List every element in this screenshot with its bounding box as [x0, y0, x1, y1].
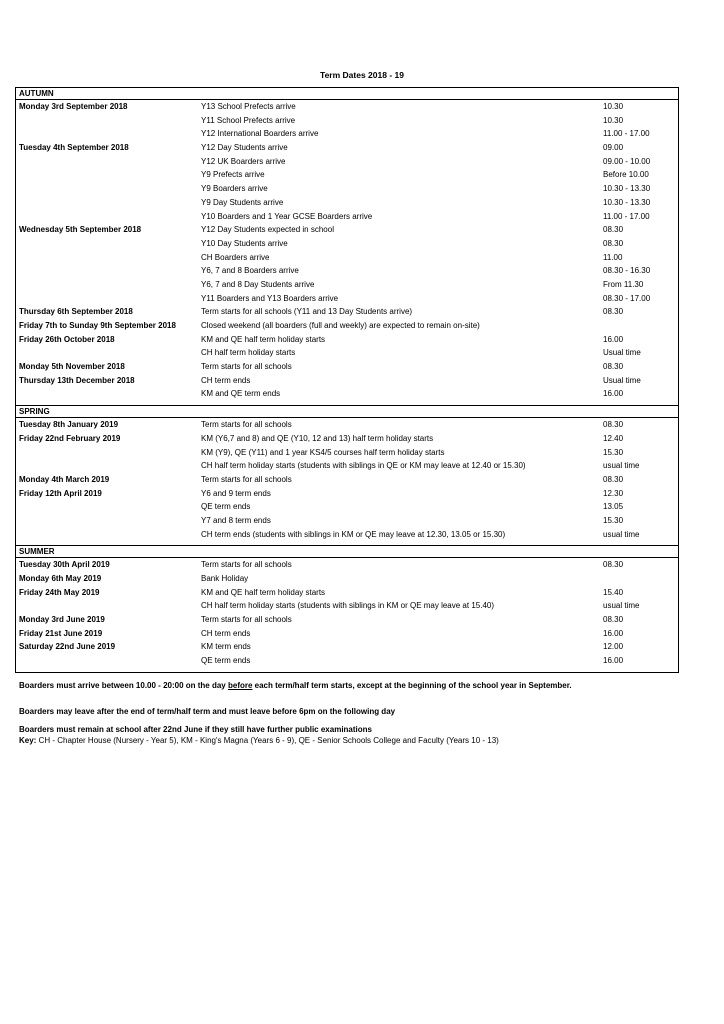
row-event: Y6, 7 and 8 Day Students arrive [201, 279, 315, 289]
remain-note: Boarders must remain at school after 22nd June if they still have further public examinations [19, 725, 372, 734]
table-row [16, 155, 678, 169]
section-heading: SUMMER [16, 546, 678, 558]
row-event: Y12 UK Boarders arrive [201, 156, 286, 166]
table-row [16, 210, 678, 224]
row-event: CH half term holiday starts (students with siblings in QE or KM may leave at 12.40 or 15.30) [201, 461, 526, 471]
row-time: 10.30 - 13.30 [603, 184, 651, 194]
row-date: Friday 7th to Sunday 9th September 2018 [19, 321, 176, 330]
row-date: Friday 22nd February 2019 [19, 433, 121, 443]
row-time: 08.30 [603, 615, 624, 625]
row-time: 11.00 - 17.00 [603, 211, 650, 221]
row-date: Monday 4th March 2019 [19, 474, 110, 484]
table-row [16, 374, 678, 388]
row-time: 16.00 [603, 389, 624, 399]
row-time: 09.00 - 10.00 [603, 156, 651, 166]
table-row [16, 473, 678, 487]
row-event: KM (Y9), QE (Y11) and 1 year KS4/5 courses half term holiday starts [201, 447, 445, 457]
row-event: Y9 Day Students arrive [201, 197, 284, 207]
row-event: KM (Y6,7 and 8) and QE (Y10, 12 and 13) half term holiday starts [201, 433, 434, 443]
key-note [19, 735, 709, 746]
row-event: Y9 Prefects arrive [201, 170, 265, 180]
row-event: KM and QE term ends [201, 389, 281, 399]
row-event: KM and QE half term holiday starts [201, 334, 326, 344]
row-event: CH term ends (students with siblings in KM or QE may leave at 12.30, 13.05 or 15.30) [201, 529, 506, 539]
row-event: Y6 and 9 term ends [201, 488, 271, 498]
row-time: 08.30 [603, 560, 624, 570]
leave-note: Boarders may leave after the end of term/half term and must leave before 6pm on the following day [19, 707, 396, 716]
row-time: 10.30 [603, 102, 624, 111]
row-event: CH Boarders arrive [201, 252, 270, 262]
table-row [16, 487, 678, 501]
table-row [16, 127, 678, 141]
table-row [16, 114, 678, 128]
row-time: 08.30 - 17.00 [603, 293, 651, 303]
table-row [16, 387, 678, 401]
row-event: Term starts for all schools [201, 615, 292, 625]
table-row [16, 333, 678, 347]
arrival-note [19, 680, 709, 691]
row-time: Usual time [603, 375, 641, 385]
document-title: Term Dates 2018 - 19 [320, 70, 404, 80]
row-event: Y12 Day Students expected in school [201, 225, 334, 235]
table-row [16, 627, 678, 641]
table-row [16, 500, 678, 514]
row-date: Tuesday 8th January 2019 [19, 420, 119, 430]
row-time: 10.30 - 13.30 [603, 197, 651, 207]
row-date: Thursday 6th September 2018 [19, 307, 133, 317]
table-row [16, 346, 678, 360]
row-date: Saturday 22nd June 2019 [19, 642, 116, 652]
arrival-note-underlined: before [227, 681, 253, 690]
row-date: Monday 6th May 2019 [19, 574, 102, 583]
row-date: Monday 3rd September 2018 [19, 102, 128, 111]
row-event: Term starts for all schools (Y11 and 13 Day Students arrive) [201, 307, 413, 317]
row-date: Tuesday 4th September 2018 [19, 143, 129, 153]
row-time: From 11.30 [603, 279, 644, 289]
row-time: 08.30 [603, 307, 624, 317]
row-time: 16.00 [603, 334, 624, 344]
table-row [16, 599, 678, 613]
table-row [16, 528, 678, 542]
row-event: Term starts for all schools [201, 362, 292, 372]
row-time: 10.30 [603, 115, 624, 125]
table-row [16, 586, 678, 600]
row-event: KM term ends [201, 642, 251, 652]
table-row [16, 459, 678, 473]
table-row [16, 360, 678, 374]
arrival-note-start: Boarders must arrive between 10.00 - 20:00 on the day [19, 681, 228, 690]
row-event: Closed weekend (all boarders (full and weekly) are expected to remain on-site) [201, 321, 480, 330]
row-time: usual time [603, 601, 640, 611]
section-heading: AUTUMN [16, 88, 678, 100]
table-row [16, 141, 678, 155]
row-event: Y9 Boarders arrive [201, 184, 268, 194]
row-event: Y13 School Prefects arrive [201, 102, 296, 111]
row-date: Thursday 13th December 2018 [19, 375, 135, 385]
row-event: Y12 International Boarders arrive [201, 129, 319, 139]
table-row [16, 319, 678, 333]
row-event: Term starts for all schools [201, 560, 292, 570]
table-row [16, 264, 678, 278]
section-summer [16, 545, 678, 672]
table-row [16, 278, 678, 292]
section-spring [16, 405, 678, 545]
row-time: 08.30 [603, 238, 624, 248]
table-row [16, 558, 678, 572]
table-row [16, 432, 678, 446]
row-event: Bank Holiday [201, 574, 249, 583]
row-time: usual time [603, 529, 640, 539]
row-date: Friday 12th April 2019 [19, 488, 102, 498]
row-date: Tuesday 30th April 2019 [19, 560, 110, 570]
row-time: Before 10.00 [603, 170, 649, 180]
row-time: 08.30 - 16.30 [603, 266, 651, 276]
table-row [16, 168, 678, 182]
notes-block [19, 680, 709, 746]
row-event: Y10 Day Students arrive [201, 238, 288, 248]
row-event: Y10 Boarders and 1 Year GCSE Boarders arrive [201, 211, 373, 221]
row-time: 11.00 - 17.00 [603, 129, 650, 139]
row-time: usual time [603, 461, 640, 471]
row-event: CH half term holiday starts (students with siblings in KM or QE may leave at 15.40) [201, 601, 495, 611]
row-event: CH term ends [201, 375, 251, 385]
row-time: 08.30 [603, 225, 624, 235]
row-event: QE term ends [201, 656, 251, 666]
row-event: Y7 and 8 term ends [201, 515, 271, 525]
table-row [16, 292, 678, 306]
row-time: 08.30 [603, 474, 624, 484]
row-event: Y12 Day Students arrive [201, 143, 288, 153]
row-date: Friday 24th May 2019 [19, 587, 100, 597]
table-row [16, 251, 678, 265]
table-row [16, 196, 678, 210]
table-row [16, 100, 678, 114]
row-time: 12.40 [603, 433, 624, 443]
row-date: Friday 21st June 2019 [19, 628, 103, 638]
table-row [16, 446, 678, 460]
row-event: Term starts for all schools [201, 474, 292, 484]
row-time: 15.30 [603, 515, 624, 525]
row-time: 16.00 [603, 628, 624, 638]
table-row [16, 640, 678, 654]
section-autumn [16, 88, 678, 405]
row-time: 12.30 [603, 488, 624, 498]
row-time: 08.30 [603, 420, 624, 430]
row-time: 09.00 [603, 143, 624, 153]
row-date: Friday 26th October 2018 [19, 334, 115, 344]
table-row [16, 418, 678, 432]
row-date: Monday 5th November 2018 [19, 362, 125, 372]
row-event: CH half term holiday starts [201, 348, 296, 358]
section-heading: SPRING [16, 406, 678, 418]
term-dates-table [15, 87, 679, 673]
row-event: QE term ends [201, 502, 251, 512]
row-time: Usual time [603, 348, 641, 358]
table-row [16, 182, 678, 196]
row-event: Y11 Boarders and Y13 Boarders arrive [201, 293, 339, 303]
row-time: 13.05 [603, 502, 624, 512]
table-row [16, 305, 678, 319]
table-row [16, 613, 678, 627]
arrival-note-end: each term/half term starts, except at the beginning of the school year in September. [252, 681, 572, 690]
section-spacer [16, 668, 678, 672]
row-time: 08.30 [603, 362, 624, 372]
row-time: 16.00 [603, 656, 624, 666]
row-time: 11.00 [603, 252, 623, 262]
row-event: Term starts for all schools [201, 420, 292, 430]
key-label: Key: [19, 736, 37, 745]
row-event: CH term ends [201, 628, 251, 638]
row-date: Monday 3rd June 2019 [19, 615, 105, 625]
table-row [16, 514, 678, 528]
row-event: Y6, 7 and 8 Boarders arrive [201, 266, 299, 276]
table-row [16, 223, 678, 237]
key-text: CH - Chapter House (Nursery - Year 5), KM - King's Magna (Years 6 - 9), QE - Senior Schools College and Faculty (Years 10 - 13) [36, 736, 499, 745]
row-date: Wednesday 5th September 2018 [19, 225, 142, 235]
row-time: 15.40 [603, 587, 624, 597]
row-event: KM and QE half term holiday starts [201, 587, 326, 597]
row-time: 15.30 [603, 447, 624, 457]
row-time: 12.00 [603, 642, 624, 652]
row-event: Y11 School Prefects arrive [201, 115, 296, 125]
table-row [16, 654, 678, 668]
table-row [16, 572, 678, 586]
table-row [16, 237, 678, 251]
